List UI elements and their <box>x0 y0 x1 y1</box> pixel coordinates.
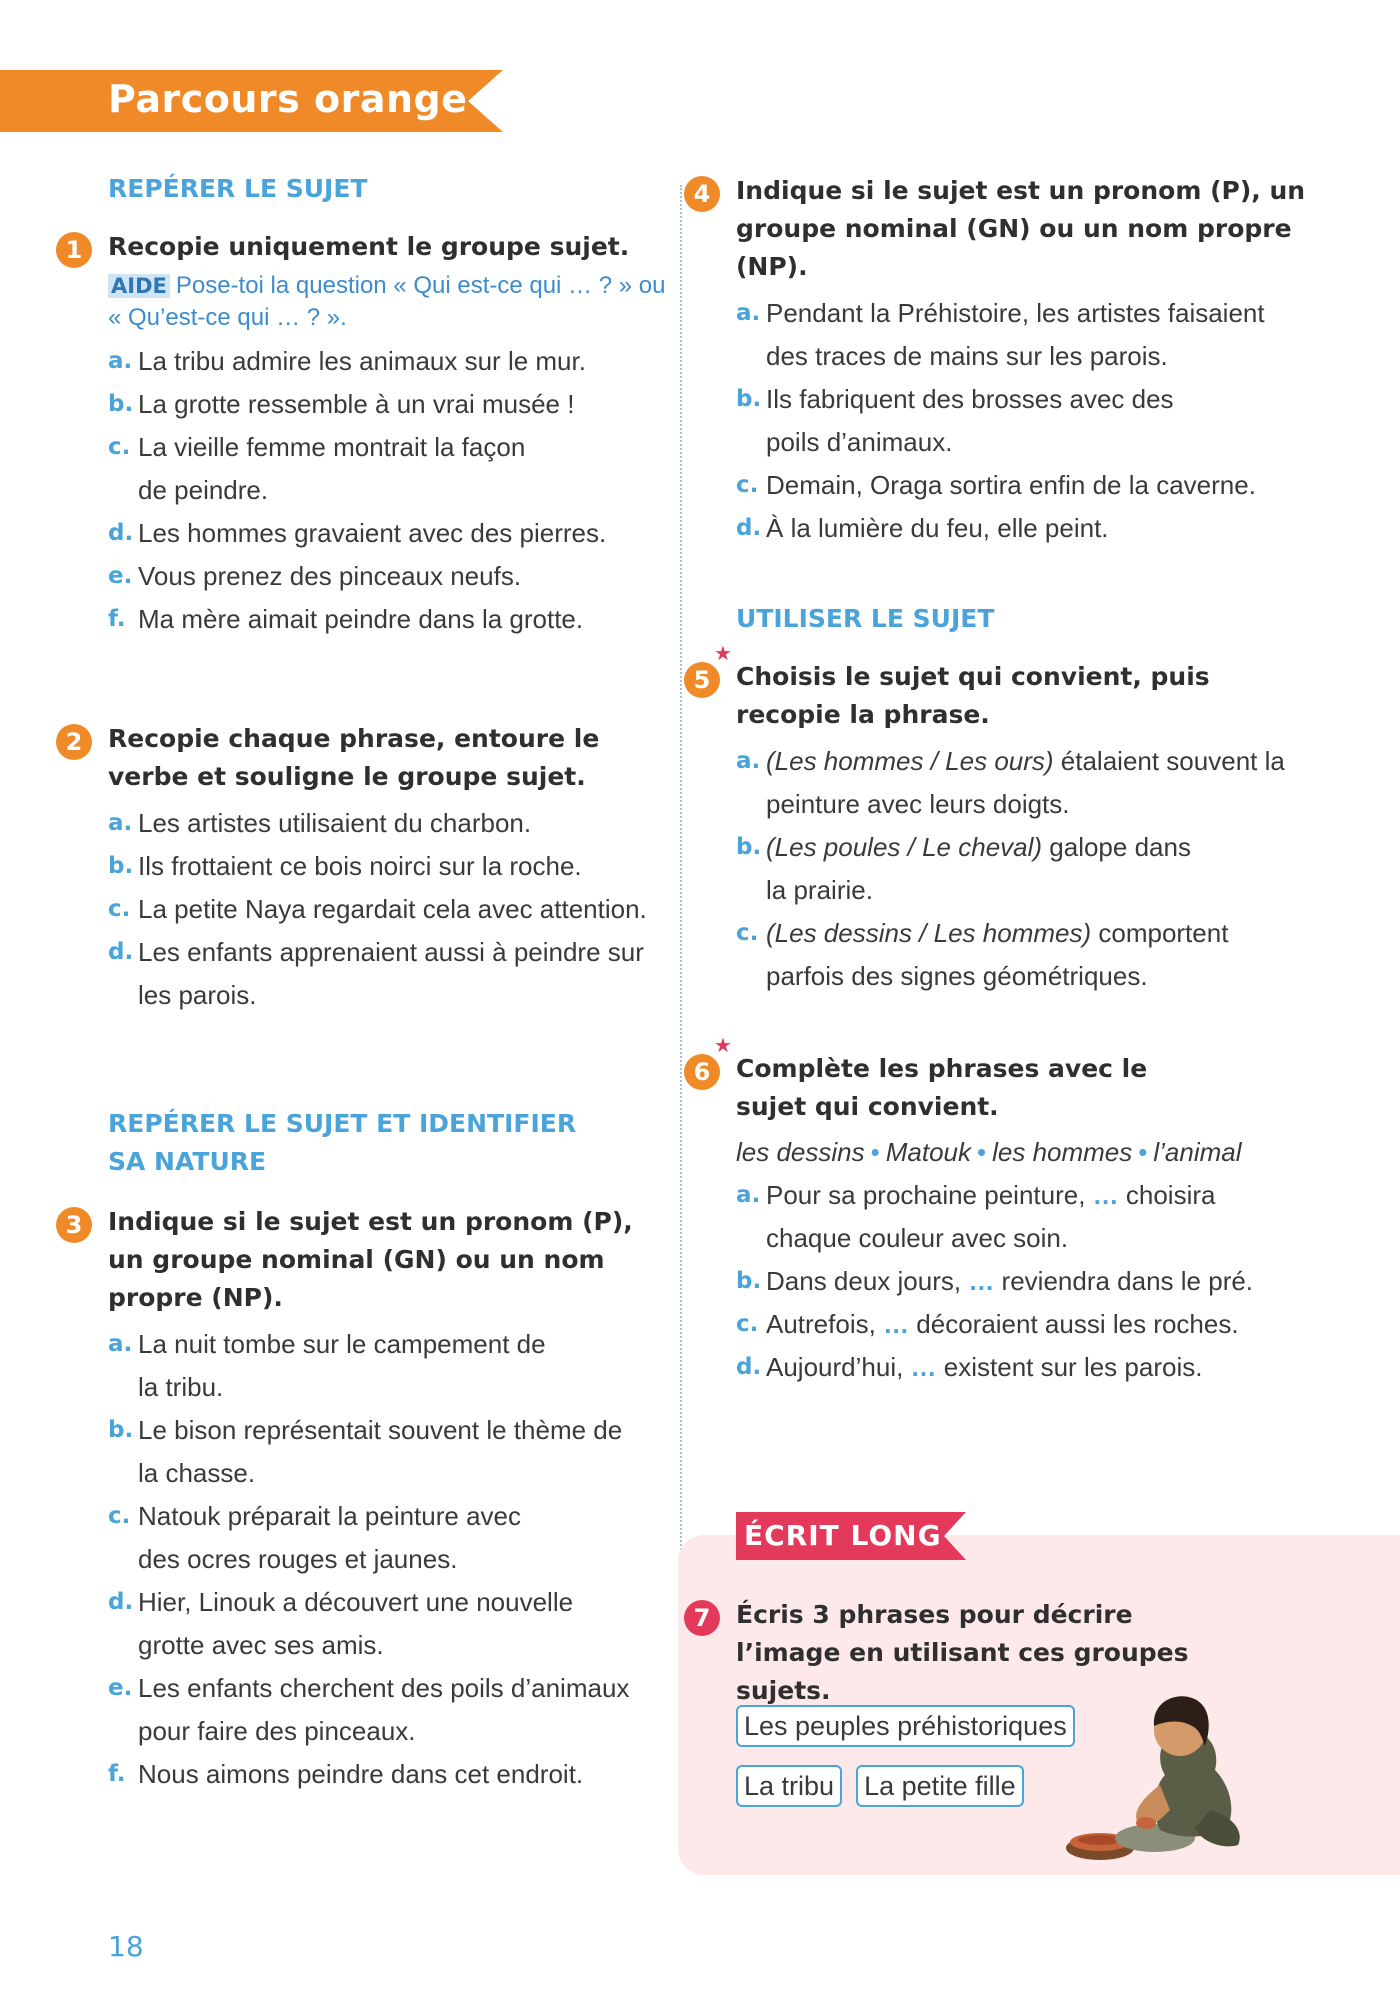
item-letter: f. <box>108 1761 126 1787</box>
exercise-instruction: Écris 3 phrases pour décrire l’image en utilisant ces groupes sujets. <box>736 1600 1189 1705</box>
banner-title: Parcours orange <box>108 77 468 121</box>
prehistoric-girl-illustration <box>1060 1690 1260 1870</box>
item-text: La grotte ressemble à un vrai musée ! <box>138 389 575 419</box>
list-item <box>736 292 1296 378</box>
list-item <box>108 598 668 641</box>
item-text: Ils fabriquent des brosses avec des poils d’animaux. <box>766 384 1174 457</box>
item-text: La vieille femme montrait la façon de peindre. <box>138 432 526 505</box>
item-letter: c. <box>736 920 759 946</box>
exercise-instruction: Indique si le sujet est un pronom (P), un groupe nominal (GN) ou un nom propre (NP). <box>736 176 1306 281</box>
item-letter: a. <box>108 810 133 836</box>
blank-dots: … <box>1092 1180 1119 1210</box>
item-letter: b. <box>108 853 134 879</box>
list-item <box>108 1581 608 1667</box>
list-item <box>736 464 1316 507</box>
list-item <box>736 1303 1316 1346</box>
item-text: étalaient souvent la peinture avec leurs doigts. <box>766 746 1285 819</box>
item-text: La nuit tombe sur le campement de la tribu. <box>138 1329 546 1402</box>
word-bank-item: l’animal <box>1153 1137 1242 1167</box>
exercise-number: 2 <box>56 724 92 760</box>
item-choice: (Les hommes / Les ours) <box>766 746 1054 776</box>
subject-chip: La petite fille <box>856 1765 1024 1807</box>
item-text: La tribu admire les animaux sur le mur. <box>138 346 586 376</box>
item-text: Nous aimons peindre dans cet endroit. <box>138 1759 584 1789</box>
exercise-items <box>736 740 1316 998</box>
list-item <box>108 1495 568 1581</box>
item-letter: d. <box>108 520 134 546</box>
item-text: galope dans la prairie. <box>766 832 1191 905</box>
bullet-icon: • <box>1138 1137 1148 1167</box>
list-item <box>108 888 668 931</box>
item-letter: b. <box>736 386 762 412</box>
item-letter: d. <box>736 515 762 541</box>
exercise-4 <box>693 172 1316 550</box>
list-item <box>108 802 668 845</box>
subject-chip: Les peuples préhistoriques <box>736 1705 1075 1747</box>
section-title-reperer: REPÉRER LE SUJET <box>108 174 368 203</box>
item-letter: b. <box>108 1417 134 1443</box>
item-choice: (Les poules / Le cheval) <box>766 832 1043 862</box>
item-text-before: Aujourd’hui, <box>766 1352 911 1382</box>
item-text: Demain, Oraga sortira enfin de la caverne. <box>766 470 1256 500</box>
exercise-items <box>108 1323 668 1796</box>
column-divider <box>680 185 682 1550</box>
exercise-items <box>108 340 668 641</box>
item-text: La petite Naya regardait cela avec attention. <box>138 894 647 924</box>
exercise-items <box>736 292 1316 550</box>
item-letter: a. <box>736 1182 761 1208</box>
difficulty-star-icon: ★ <box>714 1035 732 1057</box>
list-item <box>736 826 1216 912</box>
list-item <box>108 555 668 598</box>
item-text: Vous prenez des pinceaux neufs. <box>138 561 522 591</box>
page-number: 18 <box>108 1930 144 1963</box>
item-letter: b. <box>736 834 762 860</box>
item-text: À la lumière du feu, elle peint. <box>766 513 1109 543</box>
aide-text: Pose-toi la question « Qui est-ce qui … ? » ou « Qu’est-ce qui … ? ». <box>108 272 666 331</box>
word-bank-item: Matouk <box>885 1137 971 1167</box>
item-letter: c. <box>108 1503 131 1529</box>
item-letter: b. <box>736 1268 762 1294</box>
item-letter: c. <box>736 1311 759 1337</box>
item-text: Ils frottaient ce bois noirci sur la roche. <box>138 851 582 881</box>
item-text-before: Pour sa prochaine peinture, <box>766 1180 1093 1210</box>
section-title-nature: REPÉRER LE SUJET ET IDENTIFIER SA NATURE <box>108 1109 577 1176</box>
exercise-instruction: Indique si le sujet est un pronom (P), un groupe nominal (GN) ou un nom propre (NP). <box>108 1207 633 1312</box>
exercise-number: 3 <box>56 1207 92 1243</box>
item-letter: c. <box>736 472 759 498</box>
item-letter: a. <box>108 348 133 374</box>
item-letter: a. <box>736 300 761 326</box>
item-letter: a. <box>736 748 761 774</box>
item-letter: e. <box>108 1675 133 1701</box>
item-letter: c. <box>108 896 131 922</box>
item-text: Les artistes utilisaient du charbon. <box>138 808 532 838</box>
list-item <box>736 1174 1256 1260</box>
item-text-after: décoraient aussi les roches. <box>909 1309 1239 1339</box>
bullet-icon: • <box>977 1137 987 1167</box>
list-item <box>108 1667 668 1753</box>
exercise-instruction: Recopie chaque phrase, entoure le verbe et souligne le groupe sujet. <box>108 724 600 791</box>
aide-tag: AIDE <box>108 274 170 298</box>
item-letter: a. <box>108 1331 133 1357</box>
item-text: Les enfants cherchent des poils d’animaux pour faire des pinceaux. <box>138 1673 630 1746</box>
list-item <box>108 845 668 888</box>
blank-dots: … <box>883 1309 910 1339</box>
item-text: Natouk préparait la peinture avec des ocres rouges et jaunes. <box>138 1501 522 1574</box>
list-item <box>736 1346 1316 1389</box>
exercise-instruction: Choisis le sujet qui convient, puis recopie la phrase. <box>736 662 1210 729</box>
item-text-before: Dans deux jours, <box>766 1266 969 1296</box>
subject-chip: La tribu <box>736 1765 842 1807</box>
exercise-items <box>108 802 668 1017</box>
exercise-number: 1 <box>56 232 92 268</box>
item-text: Le bison représentait souvent le thème de la chasse. <box>138 1415 623 1488</box>
list-item <box>108 1323 558 1409</box>
item-text-before: Autrefois, <box>766 1309 884 1339</box>
item-text-after: reviendra dans le pré. <box>994 1266 1254 1296</box>
exercise-instruction: Complète les phrases avec le sujet qui convient. <box>736 1054 1148 1121</box>
exercise-instruction: Recopie uniquement le groupe sujet. <box>108 232 630 261</box>
item-text: comportent parfois des signes géométriques. <box>766 918 1229 991</box>
blank-dots: … <box>910 1352 937 1382</box>
exercise-items <box>736 1174 1316 1389</box>
exercise-number: 4 <box>684 176 720 212</box>
parcours-banner <box>0 70 503 132</box>
list-item <box>108 1409 628 1495</box>
exercise-number: 5 <box>684 662 720 698</box>
word-bank-item: les hommes <box>992 1137 1133 1167</box>
item-text: Les hommes gravaient avec des pierres. <box>138 518 607 548</box>
word-bank <box>736 1130 1316 1174</box>
list-item <box>108 931 648 1017</box>
list-item <box>736 740 1316 826</box>
exercise-5 <box>693 643 1316 998</box>
item-text: Hier, Linouk a découvert une nouvelle grotte avec ses amis. <box>138 1587 574 1660</box>
item-text-after: existent sur les parois. <box>936 1352 1203 1382</box>
list-item <box>736 507 1316 550</box>
list-item <box>108 426 558 512</box>
exercise-6 <box>693 1035 1316 1389</box>
list-item <box>736 378 1186 464</box>
list-item <box>108 383 668 426</box>
exercise-1 <box>65 228 668 641</box>
ecrit-long-label: ÉCRIT LONG <box>744 1519 942 1552</box>
item-letter: b. <box>108 391 134 417</box>
item-letter: e. <box>108 563 133 589</box>
difficulty-star-icon: ★ <box>714 643 732 665</box>
list-item <box>108 1753 668 1796</box>
item-letter: d. <box>108 1589 134 1615</box>
aide-hint <box>108 270 668 334</box>
item-letter: d. <box>108 939 134 965</box>
item-letter: d. <box>736 1354 762 1380</box>
bullet-icon: • <box>870 1137 880 1167</box>
list-item <box>108 340 668 383</box>
item-letter: c. <box>108 434 131 460</box>
list-item <box>736 912 1296 998</box>
exercise-number: 7 <box>684 1600 720 1636</box>
exercise-2 <box>65 720 668 1017</box>
item-text: Ma mère aimait peindre dans la grotte. <box>138 604 584 634</box>
word-bank-item: les dessins <box>736 1137 865 1167</box>
item-text-after: choisira chaque couleur avec soin. <box>766 1180 1216 1253</box>
list-item <box>108 512 668 555</box>
item-letter: f. <box>108 606 126 632</box>
section-title-utiliser: UTILISER LE SUJET <box>736 604 995 633</box>
item-text: Les enfants apprenaient aussi à peindre sur les parois. <box>138 937 644 1010</box>
exercise-number: 6 <box>684 1054 720 1090</box>
blank-dots: … <box>968 1266 995 1296</box>
exercise-3 <box>65 1203 668 1796</box>
ecrit-long-tag <box>736 1512 966 1560</box>
list-item <box>736 1260 1316 1303</box>
item-choice: (Les dessins / Les hommes) <box>766 918 1092 948</box>
item-text: Pendant la Préhistoire, les artistes faisaient des traces de mains sur les parois. <box>766 298 1265 371</box>
